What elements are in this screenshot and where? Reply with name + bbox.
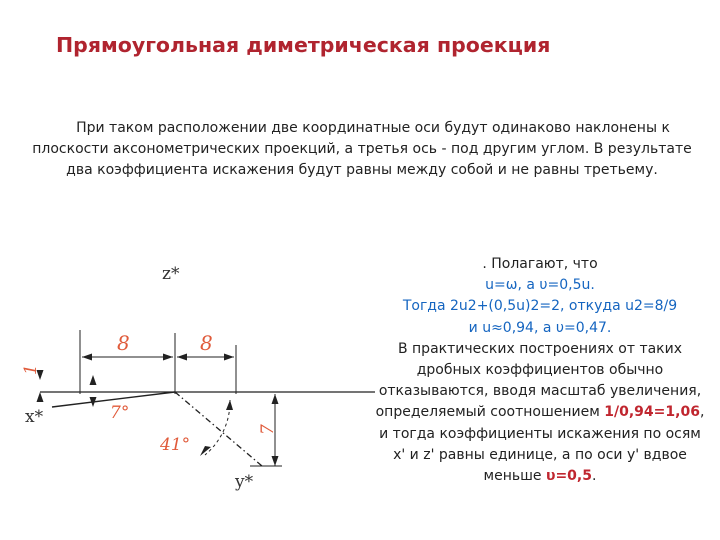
arrowhead — [224, 354, 234, 361]
dim-label-8b: 8 — [200, 331, 213, 355]
right-p6: , и тогда коэффициенты искажения по осям x' и z' равны единице, а по оси y' вдвое меньше — [379, 404, 705, 485]
z-axis-label: z* — [162, 264, 180, 284]
right-p2: u=ω, а υ=0,5u. — [485, 277, 595, 294]
arrowhead — [272, 456, 279, 466]
right-p4: и u≈0,94, а υ=0,47. — [468, 319, 612, 336]
right-p1: . Полагают, что — [482, 256, 598, 272]
arrowhead — [90, 375, 97, 385]
arrowhead — [177, 354, 187, 361]
intro-text: При таком расположении две координатные оси будут одинаково наклонены к плоскости аксонометрических проекций, а третья ось - под другим углом. В результате два коэффициента искажения будут равны между собой и не равны третьему. — [32, 120, 692, 178]
arrowhead — [226, 400, 233, 410]
right-p6-end: . — [592, 468, 597, 485]
right-text-block — [372, 254, 708, 487]
arrowhead — [272, 394, 279, 404]
dim-label-1: 1 — [21, 364, 41, 375]
dim-label-8: 8 — [117, 331, 130, 355]
dimetric-axes-diagram — [0, 250, 380, 540]
angle-label-41: 41° — [160, 435, 191, 455]
arrowhead — [163, 354, 173, 361]
x-axis-label: x* — [25, 407, 44, 427]
dim-label-7: 7 — [258, 424, 278, 435]
arrowhead — [82, 354, 92, 361]
upsilon-value: υ=0,5 — [546, 468, 592, 485]
arrowhead — [37, 392, 44, 402]
right-p5-block — [372, 339, 708, 487]
angle-label-7: 7° — [110, 403, 130, 423]
page-title: Прямоугольная диметрическая проекция — [56, 33, 551, 57]
ratio-value: 1/0,94=1,06 — [604, 404, 700, 421]
right-p3: Тогда 2u2+(0,5u)2=2, откуда u2=8/9 — [402, 298, 678, 315]
intro-paragraph — [28, 118, 696, 181]
right-p5: В практических построениях от таких дробных коэффициентов обычно отказываются, вводя масштаб увеличения, определяемый соотношением — [375, 340, 702, 421]
y-axis-label: y* — [235, 472, 254, 492]
